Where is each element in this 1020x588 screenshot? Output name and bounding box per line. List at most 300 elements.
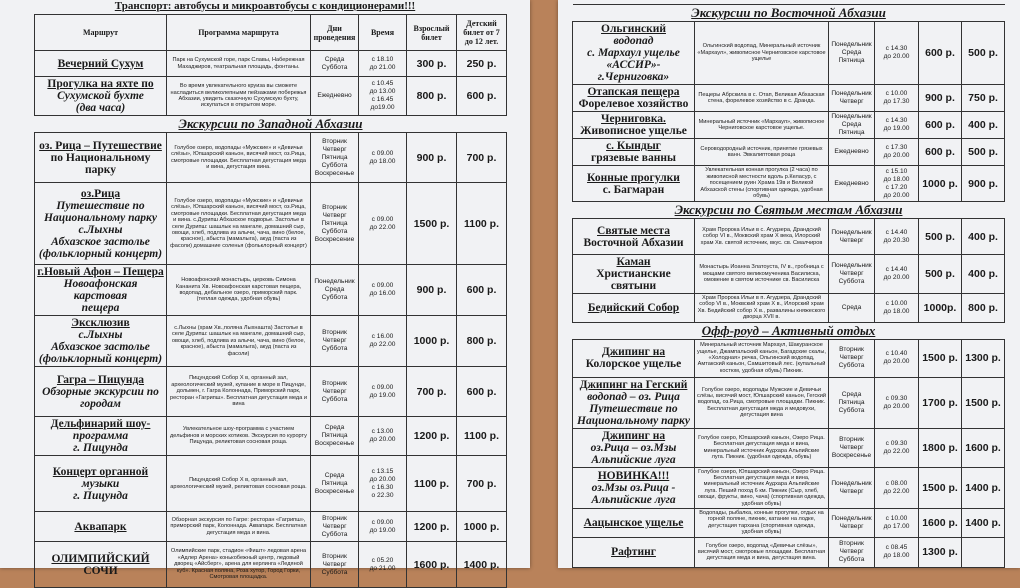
route-name-line: программа	[72, 430, 129, 442]
table-row	[573, 467, 1005, 508]
route-name-cell	[573, 112, 695, 139]
route-name-line: Каман	[616, 256, 651, 268]
day-label: Среда	[324, 55, 345, 63]
time-label: с 10.40	[885, 350, 908, 358]
day-label: Суббота	[838, 278, 865, 285]
time-label: до 22.00	[369, 341, 396, 348]
route-name-line: Путешествие по	[589, 402, 678, 415]
table-row	[573, 294, 1005, 323]
time-label: с 10.45	[371, 80, 394, 87]
route-name-line: ОЛИМПИЙСКИЙ	[51, 552, 150, 565]
route-days-cell	[829, 139, 875, 166]
route-program-cell: Новоафонский монастырь, церковь Симона Кананита Хв. Новоафонская карстовая пещера, водопад, дебальное озеро, приморский парк. (теплая одежда, удобная обувь)	[167, 265, 311, 316]
route-time-cell	[359, 316, 407, 367]
route-name-cell	[573, 85, 695, 112]
route-name-cell	[573, 509, 695, 538]
child-price-cell: 1100 р.	[457, 183, 507, 265]
section-heading-row	[35, 116, 507, 133]
table-row	[573, 339, 1005, 377]
adult-price-cell: 1000 р.	[407, 316, 457, 367]
route-name-cell	[35, 77, 167, 116]
child-price-cell: 1400 р.	[457, 542, 507, 588]
route-name-line: Национальному парку	[577, 414, 690, 427]
day-label: Суббота	[838, 556, 865, 564]
section-title: Экскурсии по Святым местам Абхазии	[573, 202, 1005, 219]
child-price-cell: 900 р.	[962, 166, 1005, 202]
day-label: Четверг	[322, 522, 347, 530]
table-row	[35, 183, 507, 265]
day-label: Среда	[324, 424, 345, 431]
table-row	[573, 112, 1005, 139]
day-label: Четверг	[839, 354, 864, 362]
route-name-cell	[573, 219, 695, 255]
day-label: Вторник	[839, 435, 864, 443]
route-name-line: г. Пицунда	[73, 489, 128, 502]
time-label: с 17.30	[885, 144, 908, 151]
time-label: до 18.00	[883, 307, 910, 315]
route-time-cell	[359, 456, 407, 512]
route-days-cell	[829, 509, 875, 538]
route-program-cell: Пещеры Абрскила в с. Отап, Великая Абхазская стена, форелевое хозяйство в с. Дранда.	[695, 85, 829, 112]
route-time-cell	[875, 294, 919, 323]
child-price-cell	[962, 537, 1005, 567]
route-time-cell	[875, 537, 919, 567]
route-days-cell	[829, 85, 875, 112]
adult-price-cell: 900 р.	[407, 265, 457, 316]
child-price-cell: 1000 р.	[457, 512, 507, 542]
day-label: Четверг	[839, 236, 864, 244]
adult-price-cell: 500 р.	[919, 219, 962, 255]
day-label: Среда	[324, 286, 345, 293]
excursion-table-west	[34, 14, 507, 588]
time-label: с 10.00	[885, 299, 908, 307]
child-price-cell: 700 р.	[457, 133, 507, 183]
route-name-line: городам	[80, 397, 121, 410]
route-days-cell	[829, 219, 875, 255]
day-label: Среда	[841, 303, 862, 311]
route-program-cell: Сероводородный источник, принятие грязевых ванн. Эвкалиптовая роща	[695, 139, 829, 166]
day-label: Суббота	[321, 161, 348, 169]
adult-price-cell: 800 р.	[407, 77, 457, 116]
route-program-cell: Голубое озеро, водопады «Мужские» и «Девичьи слёзы», Юпшарский каньон, висячий мост, оз.Рица, смотровые площадки. Бесплатная дегустация меда и вина. с.Дурипш Абхазское подворье. Застолье в селе Дурипш: шашлык на мангале, домашний сыр, овощи, хлеб, подлива из алычи, чача, вино (белое, красное), абыста (мамалыга), акуд (паста из фасоли) домашние соленья (фольклорный концерт)	[167, 183, 311, 265]
day-label: Четверг	[839, 270, 864, 277]
route-days-cell	[829, 339, 875, 377]
route-name-line: музыки	[81, 477, 120, 490]
table-row	[35, 133, 507, 183]
route-name-cell	[35, 316, 167, 367]
day-label: Четверг	[839, 548, 864, 556]
time-label: до 21.00	[369, 564, 396, 572]
route-name-cell	[573, 22, 695, 85]
day-label: Среда	[324, 471, 345, 479]
day-label: Пятница	[321, 479, 348, 487]
time-label: до 13.00	[369, 88, 396, 95]
route-name-line: (фольклорный концерт)	[38, 247, 163, 260]
time-label: с 09.30	[885, 439, 908, 447]
route-program-cell: Водопады, рыбалка, конные прогулки, отдых на горной поляне, пикник, катание на лодке, дегустация тархана (спортивная одежда, удобная обувь)	[695, 509, 829, 538]
adult-price-cell: 1000 р.	[919, 166, 962, 202]
route-name-line: Новоафонская карстовая	[63, 278, 138, 302]
time-label: с 05.20	[371, 556, 394, 564]
route-program-cell: Голубое озеро, водопады Мужские и Девичьи слёзы, висячий мост, Юпшарский каньон, Гегский водопад, оз.Рица, смотровые площадки. Пикник. Бесплатная дегустация меда и медовухи, дегустация вина	[695, 377, 829, 428]
adult-price-cell: 1600 р.	[919, 509, 962, 538]
table-row	[573, 428, 1005, 467]
table-row	[573, 139, 1005, 166]
day-label: Четверг	[839, 522, 864, 530]
route-days-cell	[311, 367, 359, 417]
day-label: Четверг	[839, 98, 864, 105]
route-name-line: Конные прогулки	[587, 171, 680, 184]
route-days-cell	[311, 77, 359, 116]
child-price-cell: 600 р.	[457, 367, 507, 417]
section-title: Офф-роуд – Активный отдых	[573, 322, 1005, 339]
route-program-cell: Храм Пророка Ильи в п. Агудзера, Драндский собор VI в., Моквский храм Х в., Илорский храм Хв. Бедийский собор Х в., развалины княжеского дворца XVII в.	[695, 294, 829, 323]
route-days-cell	[829, 255, 875, 294]
route-time-cell	[875, 166, 919, 202]
route-time-cell	[875, 377, 919, 428]
time-label: до 20.00	[883, 191, 910, 199]
route-name-line: Национальному парку	[44, 211, 157, 224]
route-time-cell	[875, 339, 919, 377]
child-price-cell: 600 р.	[457, 265, 507, 316]
route-name-line: Альпийские луга	[591, 453, 676, 466]
day-label: Пятница	[321, 219, 348, 227]
route-name-line: Святые места	[597, 224, 670, 237]
time-label: до 19.00	[883, 125, 910, 132]
day-label: Вторник	[322, 552, 347, 560]
day-label: Суббота	[838, 362, 865, 370]
adult-price-cell: 900 р.	[919, 85, 962, 112]
route-days-cell	[311, 456, 359, 512]
time-label: с 14.30	[885, 117, 908, 124]
route-days-cell	[311, 542, 359, 588]
route-name-cell	[35, 183, 167, 265]
route-time-cell	[359, 417, 407, 456]
route-program-cell: Парк на Сухумской горе, парк Славы, Набережная Махаджиров, театральная площадь, фонтаны.	[167, 51, 311, 77]
header-time: Время	[359, 15, 407, 51]
route-name-line: Восточной Абхазии	[583, 236, 684, 249]
time-label: до 17.00	[883, 522, 910, 530]
child-price-cell: 1400 р.	[962, 509, 1005, 538]
time-label: с 16.45	[371, 96, 394, 103]
day-label: Вторник	[322, 137, 347, 145]
table-row	[35, 316, 507, 367]
time-label: до 20.30	[883, 236, 910, 244]
section-heading-row	[573, 322, 1005, 339]
adult-price-cell: 1500 р.	[919, 467, 962, 508]
adult-price-cell: 1500 р.	[919, 339, 962, 377]
time-label: с 09.00	[371, 383, 394, 391]
day-label: Суббота	[838, 406, 865, 414]
route-days-cell	[311, 316, 359, 367]
child-price-cell: 1300 р.	[962, 339, 1005, 377]
time-label: до19.00	[370, 104, 395, 111]
route-program-cell: Голубое озеро, водопад «Девичьи слёзы», висячий мост, смотровые площадки. Бесплатная дегустация меда и вина, дегустация вина.	[695, 537, 829, 567]
time-label: с 14.40	[885, 266, 908, 273]
day-label: Понедельник	[831, 113, 872, 120]
table-row	[35, 542, 507, 588]
route-name-line: Вечерний Сухум	[57, 57, 144, 70]
route-name-line: пещера	[81, 302, 120, 314]
route-program-cell: Минеральный источник Мархаул, Шакуранское ущелье, Джампальский каньон, Багадские скалы, «Холодная» речка, Ольгинский водопад, Амтакский каньон, Самшитовый лес. (купальный костюм, удобная обувь) Пикник.	[695, 339, 829, 377]
route-name-line: оз. Рица – Путешествие	[39, 139, 162, 152]
route-time-cell	[875, 467, 919, 508]
child-price-cell: 400 р.	[962, 112, 1005, 139]
route-time-cell	[875, 219, 919, 255]
table-row	[573, 255, 1005, 294]
route-time-cell	[875, 22, 919, 85]
route-name-cell	[35, 512, 167, 542]
route-name-line: Черниговка.	[601, 113, 666, 125]
route-name-line: «АССИР»-г.Черниговка»	[597, 59, 670, 83]
day-label: Воскресенье	[831, 451, 872, 459]
day-label: Вторник	[322, 329, 347, 336]
time-label: до 20.00	[369, 475, 396, 483]
route-name-line: Абхазское застолье	[51, 235, 150, 248]
route-program-cell: с.Лыхны (храм Хв.,поляна Лыхнашта) Застолье в селе Дурипш: шашлык на мангале, домашний сыр, овощи, хлеб, подлива из алычи, чача, вино (белое, красное), абыста (мамалыга), акуд (паста из фасоли)	[167, 316, 311, 367]
route-name-line: оз.Мзы оз.Рица -	[591, 481, 676, 494]
route-name-cell	[35, 51, 167, 77]
adult-price-cell: 500 р.	[919, 255, 962, 294]
adult-price-cell: 1200 р.	[407, 512, 457, 542]
route-time-cell	[875, 112, 919, 139]
adult-price-cell: 1800 р.	[919, 428, 962, 467]
route-name-line: Колорское ущелье	[585, 358, 682, 371]
route-name-line: Эксклюзив	[71, 317, 130, 329]
route-name-line: г.Новый Афон – Пещера	[37, 266, 164, 278]
route-name-cell	[573, 467, 695, 508]
table-row	[573, 537, 1005, 567]
route-time-cell	[359, 51, 407, 77]
route-name-line: Обзорные экскурсии по	[42, 385, 159, 398]
day-label: Воскресенье	[314, 169, 355, 177]
header-adult: Взрослый билет	[407, 15, 457, 51]
route-name-cell	[35, 133, 167, 183]
day-label: Вторник	[322, 203, 347, 211]
excursion-table-east	[572, 4, 1005, 568]
section-heading-row	[573, 202, 1005, 219]
route-name-line: Живописное ущелье	[580, 125, 687, 137]
day-label: Воскресенье	[314, 487, 355, 495]
day-label: Вторник	[322, 514, 347, 522]
route-name-line: Концерт органной	[52, 465, 149, 478]
time-label: с 13.15	[371, 467, 394, 475]
table-row	[35, 77, 507, 116]
route-name-cell	[35, 367, 167, 417]
route-time-cell	[359, 542, 407, 588]
time-label: до 20.00	[883, 53, 910, 60]
route-name-cell	[573, 377, 695, 428]
day-label: Четверг	[322, 211, 347, 219]
time-label: до 20.00	[369, 436, 396, 443]
route-days-cell	[829, 294, 875, 323]
day-label: Пятница	[838, 57, 865, 64]
route-name-line: Христианские святыни	[596, 268, 671, 292]
day-label: Ежедневно	[834, 148, 869, 155]
route-name-line: оз.Рица – оз.Мзы	[590, 441, 677, 454]
day-label: Пятница	[321, 153, 348, 161]
adult-price-cell: 1200 р.	[407, 417, 457, 456]
time-label: до 20.00	[883, 152, 910, 159]
table-row	[35, 417, 507, 456]
transport-note: Транспорт: автобусы и микроавтобусы с кондиционерами!!!	[114, 0, 416, 12]
route-name-line: г. Пицунда	[73, 442, 128, 454]
table-row	[35, 367, 507, 417]
route-name-line: Дельфинарий шоу-	[50, 418, 151, 430]
day-label: Вторник	[839, 346, 864, 354]
table-row	[573, 166, 1005, 202]
route-name-line: грязевые ванны	[591, 152, 676, 164]
route-name-cell	[573, 166, 695, 202]
child-price-cell: 1400 р.	[962, 467, 1005, 508]
time-label: до 22.00	[883, 447, 910, 455]
time-label: до 18.00	[369, 157, 396, 165]
route-time-cell	[875, 255, 919, 294]
route-days-cell	[311, 133, 359, 183]
day-label: Пятница	[838, 129, 865, 136]
child-price-cell: 700 р.	[457, 456, 507, 512]
route-name-cell	[573, 255, 695, 294]
child-price-cell: 1100 р.	[457, 417, 507, 456]
route-program-cell: Минеральный источник «Мархаул», живописное Черниговское карстовое ущелье.	[695, 112, 829, 139]
day-label: Понедельник	[831, 41, 872, 48]
route-name-line: по Национальному парку	[50, 151, 151, 176]
time-label: до 20.00	[883, 402, 910, 410]
time-label: с 15.10	[885, 167, 908, 175]
day-label: Понедельник	[831, 479, 872, 487]
route-name-line: Ольгинский	[601, 23, 666, 35]
route-program-cell: Олимпийские парк, стадион «Фишт» ледовая арена «Адлер Арена» конькобежный центр, ледовый дворец «Айсберг», арена для керлинга «Ледяной куб». Красная поляна, Роза хутор, Город Горки, Смотровая площадка.	[167, 542, 311, 588]
header-program: Программа маршрута	[167, 15, 311, 51]
child-price-cell: 500 р.	[962, 139, 1005, 166]
route-name-cell	[35, 417, 167, 456]
day-label: Ежедневно	[317, 92, 352, 99]
route-name-line: Отапская пещера	[587, 86, 680, 98]
route-name-line: оз.Рица	[80, 187, 121, 200]
time-label: до 16.00	[369, 290, 396, 297]
route-name-cell	[573, 139, 695, 166]
route-time-cell	[875, 509, 919, 538]
adult-price-cell: 1300 р.	[919, 537, 962, 567]
route-name-line: с.Лыхны	[78, 329, 123, 341]
route-days-cell	[829, 377, 875, 428]
route-name-line: с. Багмаран	[602, 183, 665, 196]
time-label: с 08.45	[885, 544, 908, 552]
route-program-cell: Пицундский Собор Х в, органный зал, археологический музей, купание в море в Пицунде, дольмен, г. Гагра Колоннада, Приморский парк, ресторан «Гагрипш». Бесплатная дегустация меда и вина	[167, 367, 311, 417]
time-label: с 14.30	[885, 45, 908, 52]
route-days-cell	[829, 428, 875, 467]
adult-price-cell: 1100 р.	[407, 456, 457, 512]
route-days-cell	[311, 183, 359, 265]
route-name-line: Джипинг на	[601, 429, 666, 442]
route-name-line: Альпийские луга	[591, 493, 676, 506]
table-row	[35, 51, 507, 77]
route-name-line: Рафтинг	[611, 546, 656, 559]
route-days-cell	[829, 467, 875, 508]
route-days-cell	[311, 417, 359, 456]
adult-price-cell: 900 р.	[407, 133, 457, 183]
adult-price-cell: 600 р.	[919, 22, 962, 85]
time-label: с 09.30	[885, 394, 908, 402]
day-label: Понедельник	[831, 514, 872, 522]
table-row	[573, 219, 1005, 255]
route-time-cell	[359, 265, 407, 316]
route-time-cell	[359, 77, 407, 116]
route-name-line: НОВИНКА!!!	[597, 469, 670, 482]
time-label: с 09.00	[371, 215, 394, 223]
route-name-line: Гагра – Пицунда	[56, 373, 145, 386]
route-program-cell: Ольгинский водопад, Минеральный источник «Мархаул», живописное Черниговское карстовое ущелье	[695, 22, 829, 85]
day-label: Суббота	[321, 395, 348, 403]
adult-price-cell: 300 р.	[407, 51, 457, 77]
time-label: с 10.00	[885, 514, 908, 522]
day-label: Понедельник	[314, 278, 355, 285]
time-label: с 17.20	[885, 183, 908, 191]
route-days-cell	[829, 112, 875, 139]
right-price-sheet	[558, 0, 1020, 568]
route-name-cell	[573, 294, 695, 323]
route-days-cell	[311, 51, 359, 77]
child-price-cell: 400 р.	[962, 219, 1005, 255]
child-price-cell: 1600 р.	[962, 428, 1005, 467]
route-program-cell: Пицундский Собор Х в, органный зал, археологический музей, реликтовая сосновая роща.	[167, 456, 311, 512]
day-label: Вторник	[839, 540, 864, 548]
day-label: Суббота	[321, 345, 348, 352]
day-label: Четверг	[322, 337, 347, 344]
child-price-cell: 500 р.	[962, 22, 1005, 85]
child-price-cell: 800 р.	[962, 294, 1005, 323]
day-label: Суббота	[321, 530, 348, 538]
adult-price-cell: 1700 р.	[919, 377, 962, 428]
route-name-line: Джипинг на Гегский	[579, 378, 688, 391]
route-days-cell	[829, 22, 875, 85]
time-label: с 09.00	[371, 282, 394, 289]
route-name-line: Путешествие по	[56, 199, 145, 212]
route-name-line: с. Кындыг	[606, 140, 661, 152]
time-label: с 09.00	[371, 149, 394, 157]
route-days-cell	[311, 265, 359, 316]
day-label: Понедельник	[831, 262, 872, 269]
route-time-cell	[359, 133, 407, 183]
day-label: Среда	[841, 49, 862, 56]
route-time-cell	[359, 512, 407, 542]
day-label: Четверг	[322, 387, 347, 395]
route-name-cell	[35, 456, 167, 512]
day-label: Четверг	[839, 487, 864, 495]
child-price-cell: 1500 р.	[962, 377, 1005, 428]
table-row	[573, 22, 1005, 85]
day-label: Пятница	[838, 398, 865, 406]
day-label: Четверг	[322, 145, 347, 153]
child-price-cell: 400 р.	[962, 255, 1005, 294]
adult-price-cell: 600 р.	[919, 112, 962, 139]
header-days: Дни проведения	[311, 15, 359, 51]
table-row	[35, 265, 507, 316]
route-days-cell	[829, 537, 875, 567]
route-program-cell: Храм Пророка Ильи в с. Агудзера, Драндский собор VI в., Моквский храм Х века, Илорский храм Хв. святой источник, вкус. св. Смалчиров	[695, 219, 829, 255]
day-label: Пятница	[321, 432, 348, 439]
time-label: до 22.00	[369, 223, 396, 231]
child-price-cell: 750 р.	[962, 85, 1005, 112]
route-name-line: Абхазское застолье	[51, 341, 150, 353]
time-label: с 10.00	[885, 90, 908, 97]
time-label: до 18.00	[883, 175, 910, 183]
route-name-line: СОЧИ	[83, 564, 118, 577]
time-label: до 17.30	[883, 98, 910, 105]
route-program-cell: Увлекательное шоу-программа с участием дельфинов и морских котиков. Экскурсия по курорту Пицунда, реликтовая сосновая роща.	[167, 417, 311, 456]
route-name-cell	[573, 537, 695, 567]
route-time-cell	[875, 428, 919, 467]
